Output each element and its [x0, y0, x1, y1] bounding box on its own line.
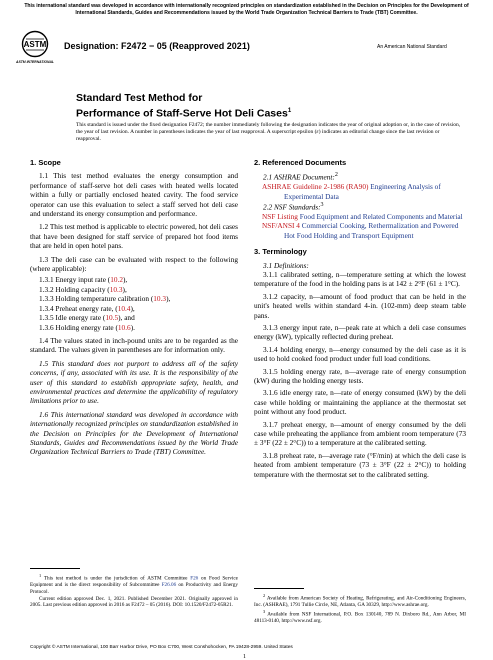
- astm-logo-icon: [16, 30, 54, 66]
- scope-1-5: 1.5 This standard does not purport to address all of the safety concerns, if any, associated with its use. It is the responsibility of the user of this standard to establish appropriate safety, health, and environmental practices and determine the applicability of regulatory limitations prior to use.: [30, 358, 238, 406]
- document-title: [76, 92, 291, 121]
- nsf-ansi-title-link[interactable]: Commercial Cooking, Rethermalization and Powered Hot Food Holding and Transport Equipment: [284, 221, 459, 240]
- scope-heading: 1. Scope: [30, 158, 61, 167]
- astm-logo: [16, 30, 54, 66]
- footnote-2: $^2$ Available from American Society of Heating, Refrigerating, and Air-Conditioning Engineers, Inc. (ASHRAE), 1791 Tullie Circle, NE, Atlanta, GA 30329, http://www.ashrae.org.: [254, 593, 466, 609]
- definitions-heading: 3.1 Definitions:: [263, 260, 309, 270]
- page-number: 1: [243, 654, 246, 660]
- scope-1-2: 1.2 This test method is applicable to electric powered, hot deli cases that have been designed for staff service of prepared hot food items that are held in open hotel pans.: [30, 222, 238, 251]
- scope-item: 1.3.3 Holding temperature calibration (10.3),: [39, 294, 171, 304]
- term-3-1-8: 3.1.8 preheat rate, n—average rate (°F/min) at which the deli case is heated from ambient temperature (73 ± 3°F (22 ± 2°C)) to holding temperature with the thermostat set to the calibrated setting.: [254, 450, 466, 479]
- nsf-ansi-link[interactable]: NSF/ANSI 4: [262, 221, 300, 231]
- committee-link[interactable]: F26: [190, 575, 199, 582]
- svg-text:ASTM INTERNATIONAL: ASTM INTERNATIONAL: [16, 60, 54, 64]
- header-note: This international standard was developed in accordance with internationally recognized principles on standardization established in the Decision on Principles for the Development of International Standards, Guides and Recommendations issued by the World Trade Organization Technical Barriers to Trade (TBT) Committee.: [24, 3, 469, 16]
- term-3-1-7: 3.1.7 preheat energy, n—amount of energy consumed by the deli case while preheating the appliance from ambient room temperature (73 ± 3°F (22 ± 2°C)) to a temperature at the calibrated setting.: [254, 419, 466, 448]
- left-column: [30, 158, 238, 457]
- section-link[interactable]: 10.5: [105, 313, 119, 323]
- ashrae-reference: [254, 182, 466, 201]
- svg-text:ASTM: ASTM: [23, 40, 47, 49]
- term-3-1-2: 3.1.2 capacity, n—amount of food product that can be held in the unit's heated wells within standard 4-in. (102-mm) deep steam table pans.: [254, 291, 466, 320]
- section-link[interactable]: 10.4: [117, 303, 131, 313]
- term-3-1-3: 3.1.3 energy input rate, n—peak rate at which a deli case consumes energy (kW), typically reflected during preheat.: [254, 322, 466, 342]
- ashrae-document-heading: 2.1 ASHRAE Document:$^2$: [263, 172, 338, 182]
- term-3-1-1: 3.1.1 calibrated setting, n—temperature setting at which the lowest temperature of the food in the holding pans is at 142 ± 2°F (61 ± 1°C).: [254, 269, 466, 289]
- section-link[interactable]: 10.2: [110, 275, 123, 285]
- nsf-ansi-reference: [254, 221, 466, 240]
- term-3-1-6: 3.1.6 idle energy rate, n—rate of energy consumed (kW) by the deli case while holding or maintaining the appliance at the thermostat set point without any food product.: [254, 388, 466, 417]
- scope-item: 1.3.6 Holding energy rate (10.6).: [39, 322, 135, 332]
- scope-1-6: 1.6 This international standard was developed in accordance with internationally recognized principles on standardization established in the Decision on Principles for the Development of International Standards, Guides and Recommendations issued by the World Trade Organization Technical Barriers to Trade (TBT) Committee.: [30, 409, 238, 457]
- section-link[interactable]: 10.3: [109, 284, 123, 294]
- term-3-1-5: 3.1.5 holding energy rate, n—average rate of energy consumption (kW) during the holding energy tests.: [254, 366, 466, 385]
- copyright-footer: Copyright © ASTM International, 100 Barr Harbor Drive, PO Box C700, West Conshohocken, PA 19428-2959. United States: [30, 645, 293, 650]
- terminology-heading: 3. Terminology: [254, 247, 307, 257]
- title-line-2: Performance of Staff-Serve Hot Deli Cases: [76, 107, 288, 120]
- footnote-1: $^1$ This test method is under the jurisdiction of ASTM Committee F26 on Food Service Equipment and is the direct responsibility of Subcommittee F26.06 on Productivity and Energy Protocol.: [30, 573, 238, 595]
- section-link[interactable]: 10.6: [117, 322, 131, 332]
- left-footnotes: [30, 573, 238, 609]
- section-link[interactable]: 10.3: [153, 294, 167, 304]
- american-national-standard-label: An American National Standard: [377, 44, 447, 50]
- scope-item: 1.3.4 Preheat energy rate, (10.4),: [39, 303, 135, 313]
- designation: Designation: F2472 − 05 (Reapproved 2021): [64, 41, 250, 51]
- subcommittee-link[interactable]: F26.06: [161, 582, 177, 589]
- issued-note: This standard is issued under the fixed designation F2472; the number immediately following the designation indicates the year of original adoption or, in the case of revision, the year of last revision. A number in parentheses indicates the year of last reapproval. A superscript epsilon (ε) indicates an editorial change since the last revision or reapproval.: [76, 122, 461, 142]
- scope-1-3: 1.3 The deli case can be evaluated with respect to the following (where applicable):: [30, 254, 238, 274]
- scope-item: 1.3.5 Idle energy rate (10.5), and: [39, 313, 135, 323]
- right-footnotes: [254, 593, 466, 624]
- footnote-rule-right: [254, 588, 304, 589]
- nsf-listing-title-link[interactable]: Food Equipment and Related Components and Material: [299, 211, 463, 221]
- scope-item: 1.3.1 Energy input rate (10.2),: [39, 275, 128, 285]
- footnote-edition: Current edition approved Dec. 1, 2021. Published December 2021. Originally approved in 2005. Last previous edition approved in 2016 as F2472 – 05 (2016). DOI: 10.1520/F2472-05R21.: [30, 595, 238, 609]
- right-column: [254, 158, 466, 479]
- title-footnote-marker: 1: [287, 108, 292, 114]
- term-3-1-4: 3.1.4 holding energy, n—energy consumed by the deli case as it is used to hold cooked food product under full load conditions.: [254, 344, 466, 364]
- scope-items: [30, 275, 238, 331]
- nsf-standards-heading: 2.2 NSF Standards:$^3$: [263, 202, 324, 212]
- nsf-listing-link[interactable]: NSF Listing: [262, 211, 298, 221]
- footnote-rule-left: [30, 568, 80, 569]
- title-line-1: Standard Test Method for: [76, 92, 203, 104]
- scope-1-1: 1.1 This test method evaluates the energy consumption and performance of staff-serve hot deli cases with heated wells located within a fully or partially enclosed heated cavity. The food service operator can use this evaluation to select a staff served hot deli case and understand its energy consumption and performance.: [30, 171, 238, 219]
- nsf-listing-reference: [254, 212, 466, 221]
- referenced-documents-heading: 2. Referenced Documents: [254, 158, 347, 167]
- scope-item: 1.3.2 Holding capacity (10.3),: [39, 284, 127, 294]
- ashrae-code-link[interactable]: ASHRAE Guideline 2-1986 (RA90): [262, 182, 369, 192]
- footnote-3: $^3$ Available from NSF International, P.O. Box 130140, 789 N. Dixboro Rd., Ann Arbor, MI 48113-0140, http://www.nsf.org.: [254, 608, 466, 624]
- ashrae-title-link[interactable]: Engineering Analysis of Experimental Data: [284, 182, 441, 201]
- scope-1-4: 1.4 The values stated in inch-pound units are to be regarded as the standard. The values given in parentheses are for information only.: [30, 335, 238, 355]
